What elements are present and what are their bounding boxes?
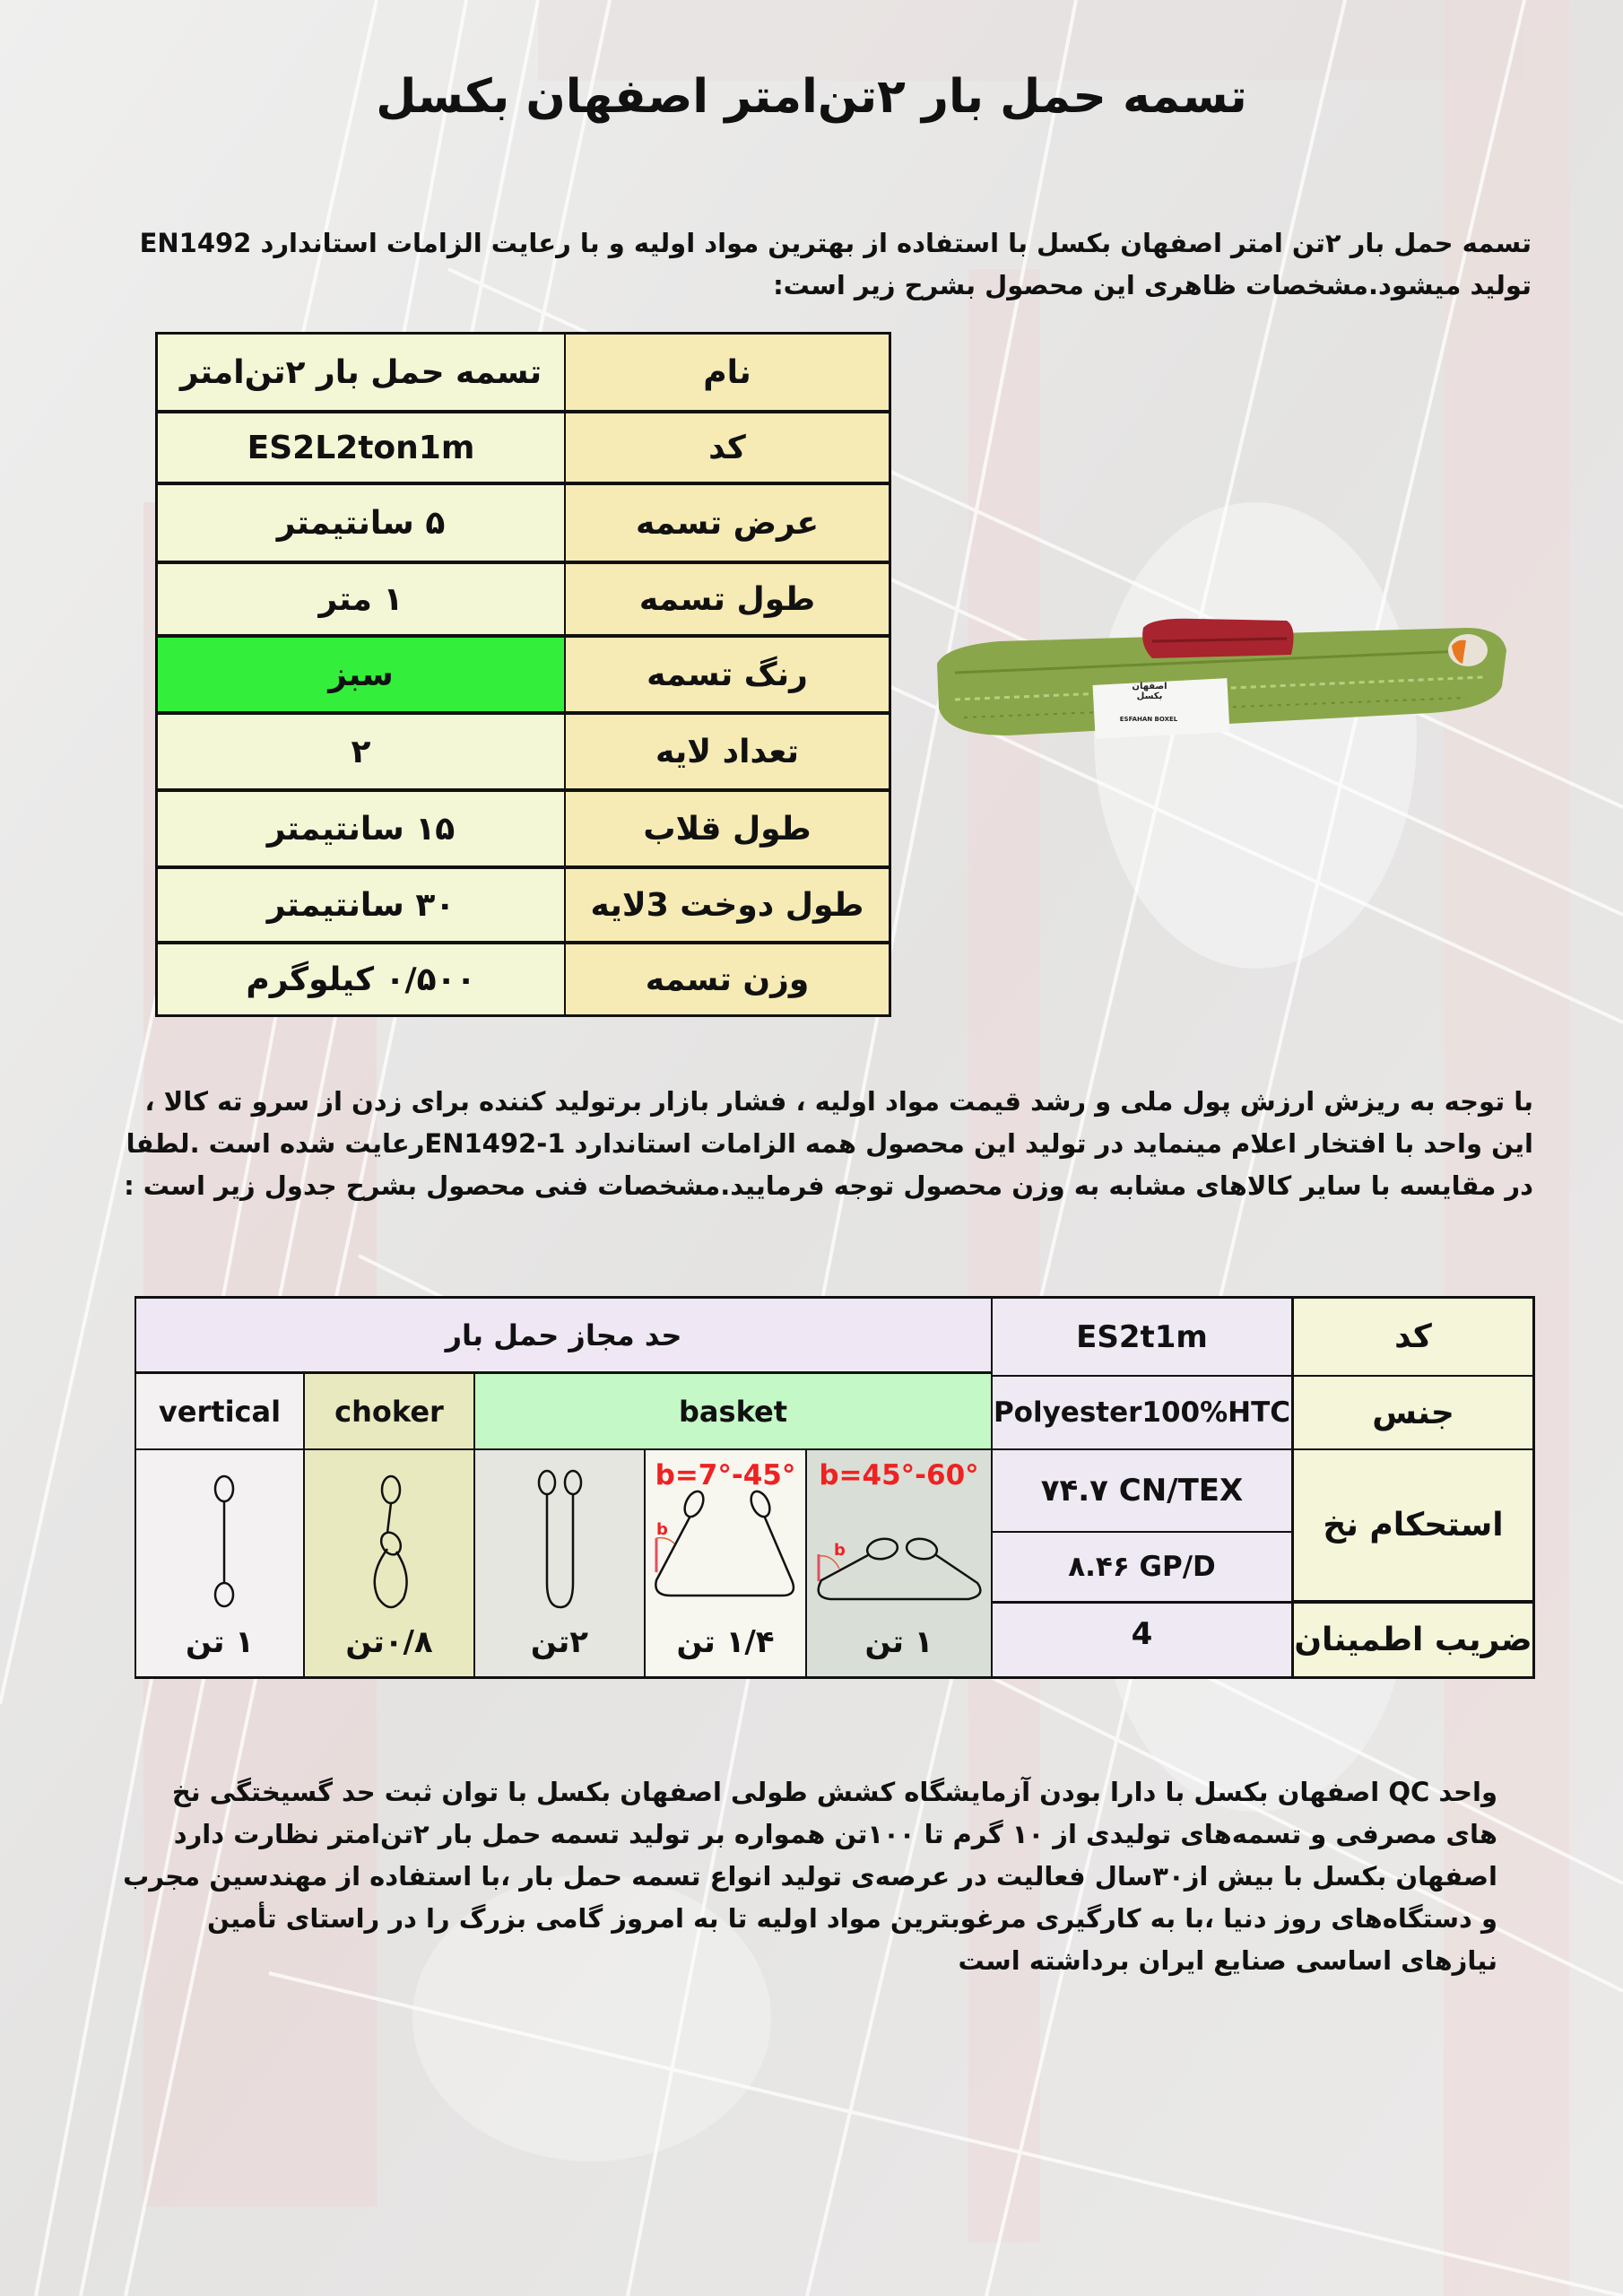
basket-vertical-icon xyxy=(475,1450,647,1630)
angle-range-45-60: b=45°-60° xyxy=(819,1459,979,1492)
spec-label-strength: استحکام نخ xyxy=(1291,1448,1535,1603)
row-value: ۵ سانتیمتر xyxy=(158,485,566,561)
choker-sling-icon xyxy=(305,1450,477,1630)
row-label: طول تسمه xyxy=(566,564,889,634)
table-row-weight xyxy=(158,944,889,1014)
table-row-length xyxy=(158,564,889,638)
row-value: ۱۵ سانتیمتر xyxy=(158,792,566,865)
table-row-stitch-length xyxy=(158,869,889,944)
row-value: ۱ متر xyxy=(158,564,566,634)
angle-range-7-45: b=7°-45° xyxy=(655,1459,796,1492)
row-label: کد xyxy=(566,413,889,482)
row-label: تعداد لایه xyxy=(566,715,889,788)
row-label: نام xyxy=(566,335,889,410)
spec-label-code: کد xyxy=(1291,1296,1535,1377)
row-value: ES2L2ton1m xyxy=(158,413,566,482)
table-row-code xyxy=(158,413,889,485)
row-value: ۰/۵۰۰ کیلوگرم xyxy=(158,944,566,1014)
row-label: طول قلاب xyxy=(566,792,889,865)
spec-value-strength-gpd: ۸.۴۶ GP/D xyxy=(991,1531,1293,1603)
spec-label-material: جنس xyxy=(1291,1375,1535,1450)
intro-paragraph: تسمه حمل بار ۲تن امتر اصفهان بکسل با استفاده از بهترین مواد اولیه و با رعایت الزامات استاندارد EN1492 تولید میشود.مشخصات ظاهری این محصول بشرح زیر است: xyxy=(139,228,1532,300)
capacity-cell-basket-7-45 xyxy=(644,1448,807,1679)
spec-value-strength-tex: ۷۴.۷ CN/TEX xyxy=(991,1448,1293,1533)
row-label: طول دوخت 3لایه xyxy=(566,869,889,941)
table-row-width xyxy=(158,485,889,564)
capacity-cell-basket-45-60 xyxy=(805,1448,993,1679)
capacity-basket-vertical: ۲تن xyxy=(530,1624,589,1660)
page-title: تسمه حمل بار ۲تن‌امتر اصفهان بکسل xyxy=(376,70,1247,124)
row-value: ۳۰ سانتیمتر xyxy=(158,869,566,941)
appearance-spec-table xyxy=(155,332,891,1017)
spec-value-safety-factor: 4 xyxy=(991,1601,1293,1679)
row-value: ۲ xyxy=(158,715,566,788)
row-label: رنگ تسمه xyxy=(566,638,889,711)
spec-label-safety-factor: ضریب اطمینان xyxy=(1291,1601,1535,1679)
qc-paragraph: واحد QC اصفهان بکسل با دارا بودن آزمایشگاه کشش طولی اصفهان بکسل با توان ثبت حد گسیختگی نخ های مصرفی و تسمه‌های تولیدی از ۱۰ گرم تا ۱۰۰تن همواره بر تولید تسمه حمل بار ۲تن‌امتر نظارت دارد اصفهان بکسل با بیش از۳۰سال فعالیت در عرصه‌ی تولید انواع تسمه حمل بار ،با استفاده از مهندسین مجرب و دستگاه‌های روز دنیا ،با به کارگیری مرغوبترین مواد اولیه تا به امروز گامی بزرگ را در راستای تأمین نیازهای اساسی صنایع ایران برداشته است xyxy=(123,1777,1497,1976)
table-row-color xyxy=(158,638,889,715)
mode-header-vertical: vertical xyxy=(135,1372,305,1450)
row-value-color-swatch: سبز xyxy=(158,638,566,711)
mode-header-choker: choker xyxy=(303,1372,475,1450)
angle-symbol: b xyxy=(834,1541,846,1560)
capacity-basket-45-60: ۱ تن xyxy=(864,1624,933,1660)
product-photo xyxy=(928,601,1511,753)
row-label: وزن تسمه xyxy=(566,944,889,1014)
product-label-brand-en: ESFAHAN BOXEL xyxy=(1119,716,1178,723)
row-value: تسمه حمل بار ۲تن‌امتر xyxy=(158,335,566,410)
technical-spec-table xyxy=(135,1296,1535,1679)
capacity-vertical: ۱ تن xyxy=(186,1624,254,1660)
lifting-sling-image xyxy=(928,601,1511,753)
spec-value-material: Polyester100%HTC xyxy=(991,1375,1293,1450)
table-row-name xyxy=(158,335,889,413)
spec-value-code: ES2t1m xyxy=(991,1296,1293,1377)
capacity-choker: ۰/۸تن xyxy=(345,1624,433,1660)
mode-header-basket: basket xyxy=(473,1372,993,1450)
angle-symbol: b xyxy=(656,1520,668,1539)
vertical-sling-icon xyxy=(136,1450,307,1630)
capacity-cell-basket-vertical xyxy=(473,1448,646,1679)
notice-paragraph: با توجه به ریزش ارزش پول ملی و رشد قیمت مواد اولیه ، فشار بازار برتولید کننده برای زدن از سرو ته کالا ، این واحد با افتخار اعلام مینماید در تولید این محصول همه الزامات استاندارد EN1492-1رعایت شده است .لطفا در مقایسه با سایر کالاهای مشابه به وزن محصول توجه فرمایید.مشخصات فنی محصول بشرح جدول زیر است : xyxy=(124,1086,1533,1201)
capacity-cell-choker xyxy=(303,1448,475,1679)
product-label-brand-fa: اصفهان بکسل xyxy=(1132,682,1167,701)
working-load-limit-header: حد مجاز حمل بار xyxy=(135,1296,993,1374)
capacity-cell-vertical xyxy=(135,1448,305,1679)
table-row-layers xyxy=(158,715,889,792)
row-label: عرض تسمه xyxy=(566,485,889,561)
capacity-basket-7-45: ۱/۴ تن xyxy=(676,1624,775,1660)
table-row-hook-length xyxy=(158,792,889,869)
